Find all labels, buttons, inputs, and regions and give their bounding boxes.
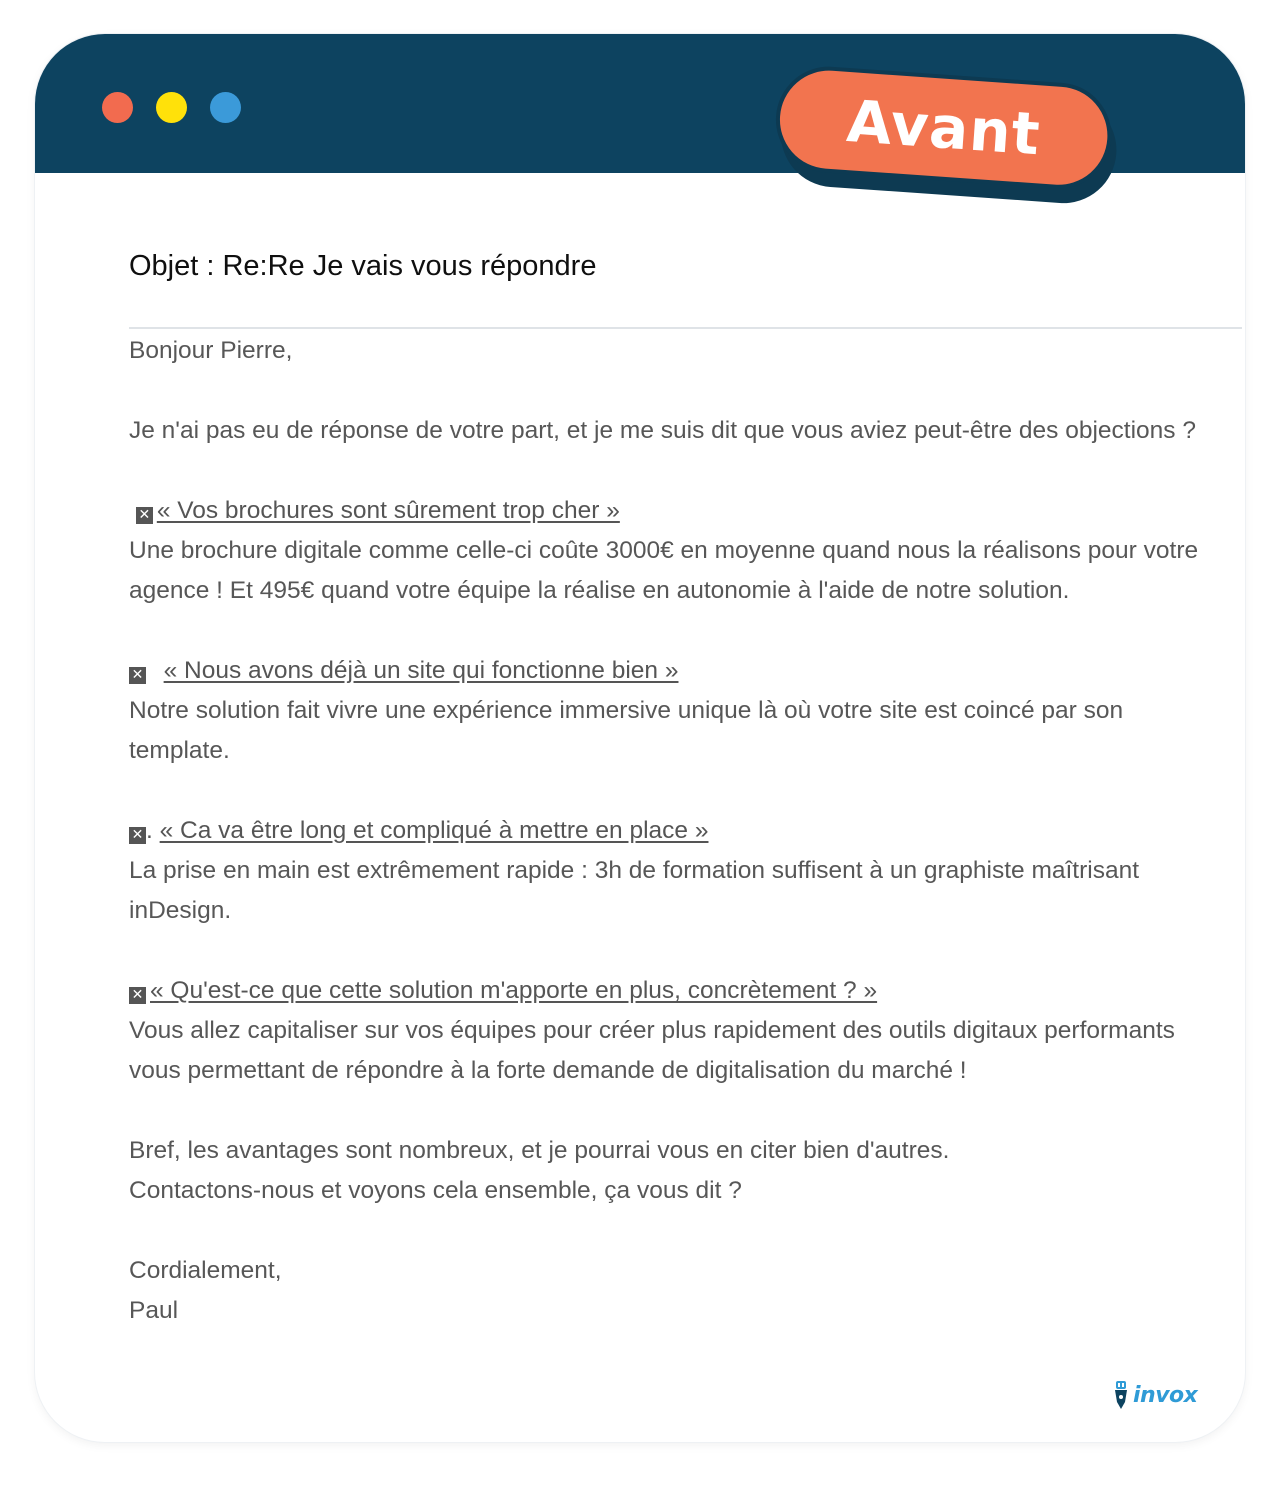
intro-paragraph: Je n'ai pas eu de réponse de votre part, et je me suis dit que vous aviez peut-être des objections ?: [129, 417, 1196, 444]
signoff: Cordialement,: [129, 1257, 282, 1284]
objection-block: [129, 971, 1229, 1091]
cross-box-icon: ✕: [129, 987, 146, 1004]
invox-logo-text: invox: [1133, 1382, 1198, 1408]
avant-badge-label: Avant: [772, 63, 1115, 192]
maximize-window-dot[interactable]: [210, 92, 241, 123]
objection-answer: La prise en main est extrêmement rapide : 3h de formation suffisent à un graphiste maîtrisant inDesign.: [129, 857, 1140, 924]
minimize-window-dot[interactable]: [156, 92, 187, 123]
cross-box-icon: ✕: [129, 827, 146, 844]
email-body: [129, 331, 1229, 1331]
objection-title: « Vos brochures sont sûrement trop cher »: [156, 497, 620, 524]
objection-block: [129, 491, 1229, 611]
invox-logo: [1113, 1378, 1197, 1412]
objection-prefix: .: [146, 817, 153, 844]
greeting: Bonjour Pierre,: [129, 337, 293, 364]
signature: Paul: [129, 1297, 179, 1324]
cross-box-icon: ✕: [129, 667, 146, 684]
subject-divider: [129, 327, 1242, 329]
objection-title: « Qu'est-ce que cette solution m'apporte en plus, concrètement ? »: [150, 977, 878, 1004]
email-subject: Objet : Re:Re Je vais vous répondre: [129, 250, 597, 282]
closing-line: Contactons-nous et voyons cela ensemble, ça vous dit ?: [129, 1177, 742, 1204]
objection-answer: Vous allez capitaliser sur vos équipes pour créer plus rapidement des outils digitaux performants vous permettant de répondre à la forte demande de digitalisation du marché !: [129, 1017, 1175, 1084]
objection-title: « Ca va être long et compliqué à mettre en place »: [159, 817, 709, 844]
close-window-dot[interactable]: [102, 92, 133, 123]
email-window: [35, 34, 1245, 1442]
objection-block: [129, 651, 1229, 771]
avant-badge: [771, 63, 1124, 212]
objection-answer: Une brochure digitale comme celle-ci coûte 3000€ en moyenne quand nous la réalisons pour votre agence ! Et 495€ quand votre équipe la réalise en autonomie à l'aide de notre solution.: [129, 537, 1199, 604]
objection-answer: Notre solution fait vivre une expérience immersive unique là où votre site est coincé par son template.: [129, 697, 1124, 764]
invox-logo-icon: [1113, 1380, 1129, 1410]
closing-line: Bref, les avantages sont nombreux, et je pourrai vous en citer bien d'autres.: [129, 1137, 950, 1164]
objection-title: « Nous avons déjà un site qui fonctionne bien »: [163, 657, 679, 684]
cross-box-icon: ✕: [136, 507, 153, 524]
objection-block: [129, 811, 1229, 931]
